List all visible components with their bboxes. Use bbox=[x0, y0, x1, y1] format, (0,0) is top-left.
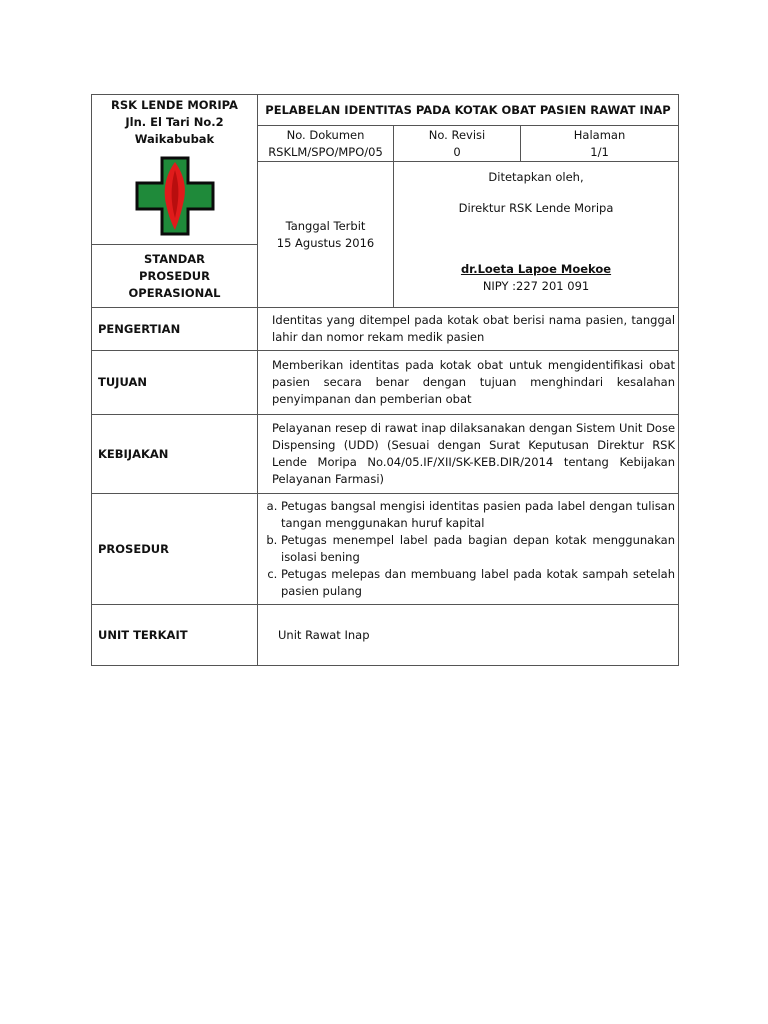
approver-position: Direktur RSK Lende Moripa bbox=[458, 201, 614, 215]
issue-date-cell bbox=[258, 162, 394, 308]
prosedur-list bbox=[261, 498, 675, 600]
issue-date-value: 15 Agustus 2016 bbox=[276, 235, 375, 250]
revision-cell bbox=[394, 126, 521, 162]
signer-name: dr.Loeta Lapoe Moekoe bbox=[460, 262, 612, 276]
pengertian-label: PENGERTIAN bbox=[92, 308, 258, 351]
page-label: Halaman bbox=[573, 127, 626, 142]
kebijakan-label: KEBIJAKAN bbox=[92, 415, 258, 494]
unit-terkait-text: Unit Rawat Inap bbox=[258, 605, 679, 666]
prosedur-item: a. Petugas bangsal mengisi identitas pasien pada label dengan tulisan tangan menggunakan huruf kapital bbox=[281, 498, 675, 532]
sop-label-cell bbox=[92, 245, 258, 308]
hospital-logo-icon bbox=[135, 156, 215, 236]
hospital-city: Waikabubak bbox=[134, 132, 215, 146]
doc-number-value: RSKLM/SPO/MPO/05 bbox=[268, 144, 383, 159]
prosedur-label: PROSEDUR bbox=[92, 494, 258, 605]
page-cell bbox=[521, 126, 679, 162]
tujuan-label: TUJUAN bbox=[92, 351, 258, 415]
kebijakan-text: Pelayanan resep di rawat inap dilaksanakan dengan Sistem Unit Dose Dispensing (UDD) (Sesuai dengan Surat Keputusan Direktur RSK Lende Moripa No.04/05.IF/XII/SK-KEB.DIR/2014 tentang Kebijakan Pelayanan Farmasi) bbox=[258, 415, 679, 494]
sop-label-line2: PROSEDUR bbox=[139, 268, 210, 283]
page-value: 1/1 bbox=[590, 144, 609, 159]
revision-value: 0 bbox=[453, 144, 461, 159]
sop-label-line3: OPERASIONAL bbox=[128, 285, 221, 300]
doc-number-cell bbox=[258, 126, 394, 162]
signer-nipy: NIPY :227 201 091 bbox=[482, 279, 590, 293]
approval-cell bbox=[394, 162, 679, 308]
doc-number-label: No. Dokumen bbox=[286, 127, 365, 142]
issue-date-label: Tanggal Terbit bbox=[285, 218, 366, 233]
prosedur-list-cell bbox=[258, 494, 679, 605]
hospital-cell bbox=[92, 95, 258, 245]
revision-label: No. Revisi bbox=[428, 127, 486, 142]
approved-by-label: Ditetapkan oleh, bbox=[488, 170, 584, 184]
unit-terkait-label: UNIT TERKAIT bbox=[92, 605, 258, 666]
sop-document bbox=[91, 94, 678, 666]
sop-header-table bbox=[91, 94, 679, 666]
pengertian-text: Identitas yang ditempel pada kotak obat berisi nama pasien, tanggal lahir dan nomor rekam medik pasien bbox=[258, 308, 679, 351]
hospital-address: Jln. El Tari No.2 bbox=[125, 115, 224, 129]
hospital-name: RSK LENDE MORIPA bbox=[111, 98, 238, 112]
document-title: PELABELAN IDENTITAS PADA KOTAK OBAT PASIEN RAWAT INAP bbox=[258, 95, 679, 126]
tujuan-text: Memberikan identitas pada kotak obat untuk mengidentifikasi obat pasien secara benar dengan tujuan menghindari kesalahan penyimpanan dan pemberian obat bbox=[258, 351, 679, 415]
prosedur-item: b. Petugas menempel label pada bagian depan kotak menggunakan isolasi bening bbox=[281, 532, 675, 566]
prosedur-item: c. Petugas melepas dan membuang label pada kotak sampah setelah pasien pulang bbox=[281, 566, 675, 600]
sop-label-line1: STANDAR bbox=[143, 251, 206, 266]
